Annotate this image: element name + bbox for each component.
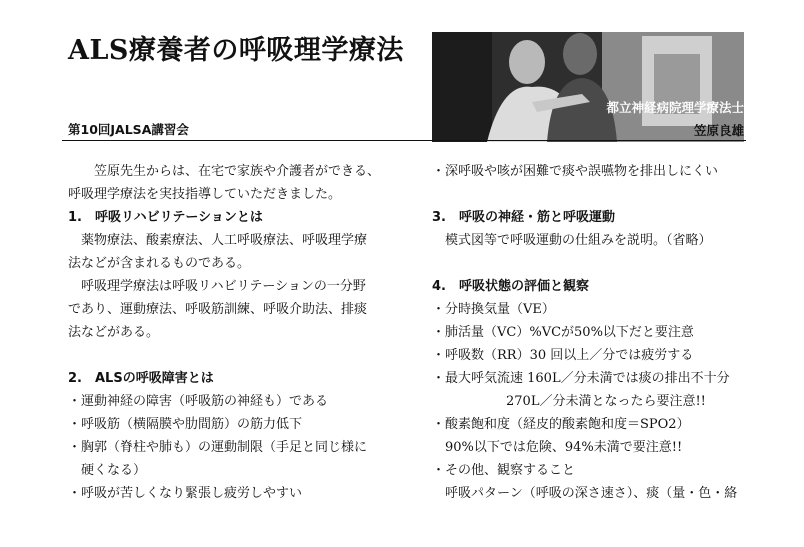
list-item-continuation: 硬くなる） [81, 463, 147, 478]
header-rule [62, 140, 746, 141]
list-item: ・その他、観察すること [432, 463, 576, 478]
list-item-continuation: 90%以下では危険、94%未満で要注意!! [445, 440, 683, 455]
list-item: ・最大呼気流速 160L／分未満では痰の排出不十分 [432, 371, 730, 386]
list-item-continuation: 呼吸パターン（呼吸の深さ速さ）、痰（量・色・絡 [445, 486, 738, 501]
list-item: ・深呼吸や咳が困難で痰や誤嚥物を排出しにくい [432, 164, 719, 179]
article-title: ALS療養者の呼吸理学療法 [68, 35, 404, 66]
section-heading: 2. ALSの呼吸障害とは [68, 371, 214, 386]
list-item: ・肺活量（VC）%VCが50%以下だと要注意 [432, 325, 694, 340]
paragraph-line: 模式図等で呼吸運動の仕組みを説明。（省略） [445, 233, 712, 248]
intro-line: 呼吸理学療法を実技指導していただきました。 [68, 187, 342, 202]
section-heading: 1. 呼吸リハビリテーションとは [68, 210, 263, 225]
event-name: 第10回JALSA講習会 [68, 122, 189, 137]
list-item: ・胸郭（脊柱や肺も）の運動制限（手足と同じ様に [68, 440, 368, 455]
section-heading: 3. 呼吸の神経・筋と呼吸運動 [432, 210, 615, 225]
list-item: ・呼吸数（RR）30 回以上／分では疲労する [432, 348, 694, 363]
list-item: ・酸素飽和度（経皮的酸素飽和度＝SPO2） [432, 417, 690, 432]
paragraph-line: 薬物療法、酸素療法、人工呼吸療法、呼吸理学療 [81, 233, 368, 248]
list-item-continuation: 270L／分未満となったら要注意!! [506, 394, 706, 409]
right-column [432, 160, 737, 505]
list-item: ・呼吸が苦しくなり緊張し疲労しやすい [68, 486, 303, 501]
speaker-affiliation: 都立神経病院理学療法士 [606, 100, 744, 115]
list-item: ・分時換気量（VE） [432, 302, 555, 317]
paragraph-line: 法などがある。 [68, 325, 160, 340]
speaker-name: 笠原良雄 [693, 123, 744, 138]
left-column [68, 160, 380, 505]
paragraph-line: 呼吸理学療法は呼吸リハビリテーションの一分野 [81, 279, 366, 294]
list-item: ・呼吸筋（横隔膜や肋間筋）の筋力低下 [68, 417, 303, 432]
paragraph-line: であり、運動療法、呼吸筋訓練、呼吸介助法、排痰 [68, 302, 368, 317]
section-heading: 4. 呼吸状態の評価と観察 [432, 279, 589, 294]
paragraph-line: 法などが含まれるものである。 [68, 256, 251, 271]
intro-line: 笠原先生からは、在宅で家族や介護者ができる、 [94, 164, 381, 179]
list-item: ・運動神経の障害（呼吸筋の神経も）である [68, 394, 329, 409]
